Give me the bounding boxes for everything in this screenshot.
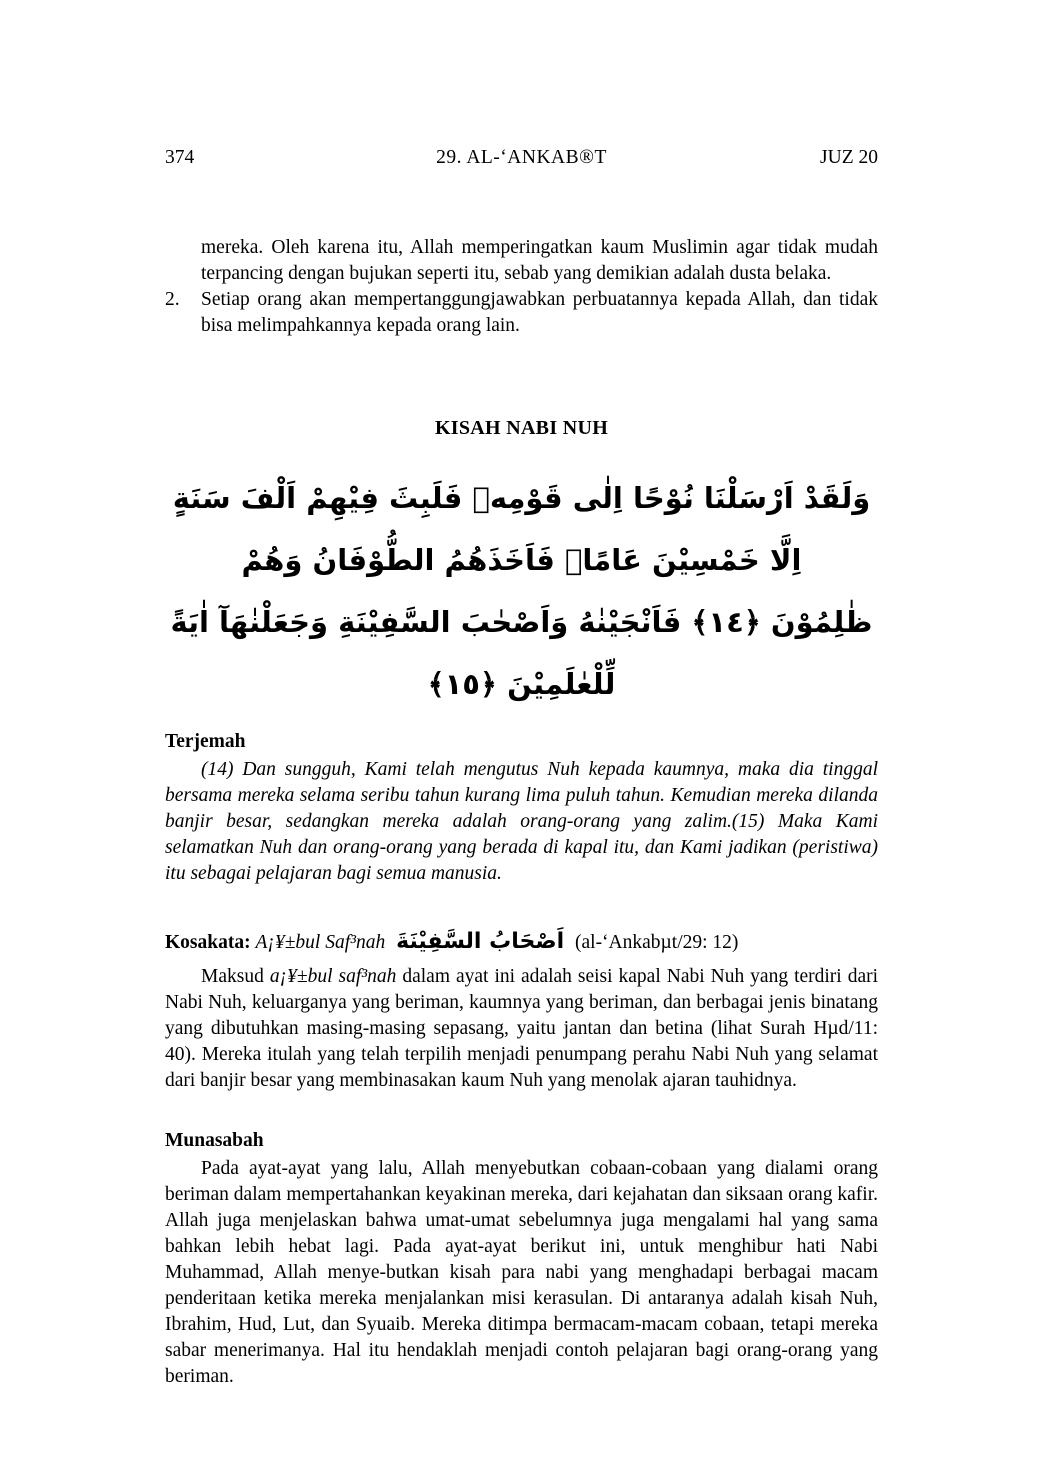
kosakata-reference: (al-‘Ankabµt/29: 12) bbox=[575, 932, 739, 953]
kosakata-paragraph bbox=[165, 964, 878, 1094]
terjemah-paragraph: (14) Dan sungguh, Kami telah mengutus Nuh kepada kaumnya, maka dia tinggal bersama mereka selama seribu tahun kurang lima puluh tahun. Kemudian mereka dilanda banjir besar, sedangkan mereka adalah orang-orang yang zalim.(15) Maka Kami selamatkan Nuh dan orang-orang yang berada di kapal itu, dan Kami jadikan (peristiwa) itu sebagai pelajaran bagi semua manusia. bbox=[165, 759, 878, 884]
terjemah-heading: Terjemah bbox=[165, 731, 246, 752]
juz-label: JUZ 20 bbox=[820, 147, 878, 168]
kosakata-label: Kosakata: bbox=[165, 932, 251, 953]
list-item-2-number: 2. bbox=[165, 289, 180, 310]
kosakata-line bbox=[165, 929, 878, 956]
kosakata-paragraph-term: a¡¥±bul saf³nah bbox=[269, 966, 397, 987]
section-title: KISAH NABI NUH bbox=[434, 417, 609, 439]
surah-title: 29. AL-‘ANKAB®T bbox=[436, 147, 607, 168]
list-item-2 bbox=[165, 287, 878, 339]
kosakata-term-arabic: اَصْحَابُ السَّفِيْنَةَ bbox=[396, 929, 565, 954]
running-head bbox=[165, 145, 878, 171]
kosakata-term-latin: A¡¥±bul Saf³nah bbox=[255, 932, 386, 953]
kosakata-paragraph-rest: dalam ayat ini adalah seisi kapal Nabi Nuh yang terdiri dari Nabi Nuh, keluarganya yang beriman, kaumnya yang beriman, dan berbagai jenis binatang yang dibutuhkan masing-masing sepasang, yaitu jantan dan betina (lihat Surah Hµd/11: 40). Mereka itulah yang telah terpilih menjadi penumpang perahu Nabi Nuh yang selamat dari banjir besar yang membinasakan kaum Nuh yang menolak ajaran tauhidnya. bbox=[165, 966, 879, 1091]
arabic-verse bbox=[165, 467, 878, 715]
arabic-verse-line-1: وَلَقَدْ اَرْسَلْنَا نُوْحًا اِلٰى قَوْمِهٖ فَلَبِثَ فِيْهِمْ اَلْفَ سَنَةٍ اِلَّا خَمْسِيْنَ عَامًاۗ فَاَخَذَهُمُ الطُّوْفَانُ وَهُمْ bbox=[172, 481, 871, 577]
list-item-1-continuation: mereka. Oleh karena itu, Allah memperingatkan kaum Muslimin agar tidak mudah terpancing dengan bujukan seperti itu, sebab yang demikian adalah dusta belaka. bbox=[201, 237, 878, 284]
arabic-verse-line-2: ظٰلِمُوْنَ ﴿١٤﴾ فَاَنْجَيْنٰهُ وَاَصْحٰبَ السَّفِيْنَةِ وَجَعَلْنٰهَآ اٰيَةً لِّلْعٰلَمِيْنَ ﴿١٥﴾ bbox=[170, 605, 873, 701]
kosakata-paragraph-lead: Maksud bbox=[201, 966, 264, 987]
munasabah-paragraph: Pada ayat-ayat yang lalu, Allah menyebutkan cobaan-cobaan yang dialami orang beriman dalam mempertahankan keyakinan mereka, dari kejahatan dan siksaan orang kafir. Allah juga menjelaskan bahwa umat-umat sebelumnya juga mengalami hal yang sama bahkan lebih hebat lagi. Pada ayat-ayat berikut ini, untuk menghibur hati Nabi Muhammad, Allah menye-butkan kisah para nabi yang menghadapi berbagai macam penderitaan ketika mereka menjalankan misi kerasulan. Di antaranya adalah kisah Nuh, Ibrahim, Hud, Lut, dan Syuaib. Mereka ditimpa bermacam-macam cobaan, tetapi mereka sabar menerimanya. Hal itu hendaklah menjadi contoh pelajaran bagi orang-orang yang beriman. bbox=[165, 1158, 878, 1387]
list-item-2-text: Setiap orang akan mempertanggungjawabkan perbuatannya kepada Allah, dan tidak bisa melimpahkannya kepada orang lain. bbox=[201, 289, 878, 336]
intro-numbered-list bbox=[165, 235, 878, 339]
page-number: 374 bbox=[165, 147, 195, 168]
munasabah-heading: Munasabah bbox=[165, 1130, 264, 1151]
